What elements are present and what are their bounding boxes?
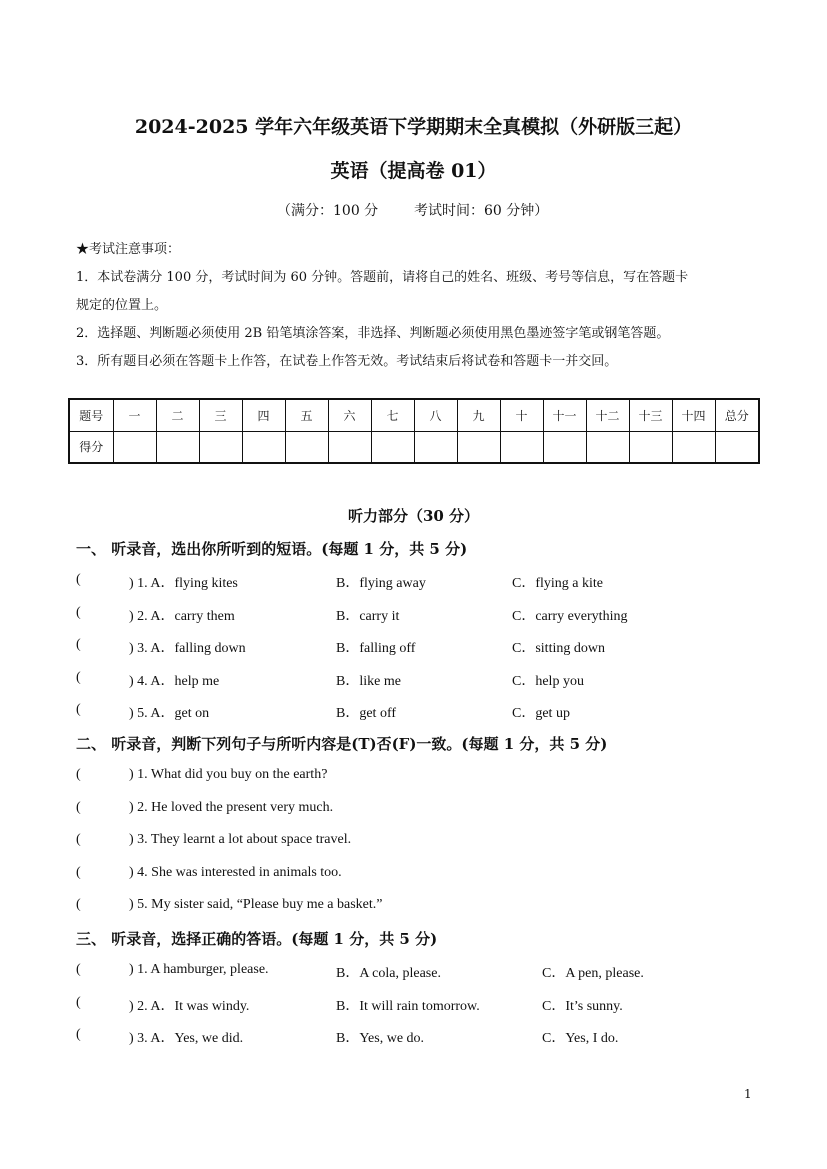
table-cell: 九 (457, 400, 500, 431)
answer-paren: ( (76, 1027, 81, 1042)
option-c: C．carry everything (512, 609, 628, 624)
note-item-2: 2．选择题、判断题必须使用 2B 铅笔填涂答案，非选择、判断题必须使用黑色墨迹签字笔或钢笔答题。 (76, 326, 670, 341)
table-cell: 十二 (586, 400, 629, 431)
answer-paren: ( (76, 865, 81, 880)
score-cell (715, 431, 758, 462)
table-cell: 总分 (715, 400, 758, 431)
option-a: ) 4. A．help me (129, 674, 220, 689)
table-cell: 十三 (629, 400, 672, 431)
score-cell (500, 431, 543, 462)
option-a: ) 2. A．carry them (129, 609, 235, 624)
full-score: （满分：100 分 (277, 203, 379, 219)
score-cell (457, 431, 500, 462)
answer-paren: ( (76, 637, 81, 652)
score-cell (543, 431, 586, 462)
option-a: ) 5. A．get on (129, 706, 210, 721)
option-c: C．A pen, please. (542, 966, 644, 981)
option-a: ) 3. A．falling down (129, 641, 246, 656)
answer-paren: ( (76, 572, 81, 587)
statement: ) 4. She was interested in animals too. (129, 865, 342, 880)
section-1-title: 一、 听录音，选出你所听到的短语。(每题 1 分，共 5 分) (76, 540, 468, 558)
option-c: C．Yes, I do. (542, 1031, 619, 1046)
option-b: B．get off (336, 706, 397, 721)
score-table-header-row (70, 400, 758, 431)
note-item-3: 3．所有题目必须在答题卡上作答，在试卷上作答无效。考试结束后将试卷和答题卡一并交回。 (76, 354, 618, 369)
score-cell (328, 431, 371, 462)
section-2-title: 二、 听录音，判断下列句子与所听内容是(T)否(F)一致。(每题 1 分，共 5 分) (76, 735, 608, 753)
score-cell (156, 431, 199, 462)
answer-paren: ( (76, 962, 81, 977)
option-c: C．It’s sunny. (542, 999, 623, 1014)
answer-paren: ( (76, 897, 81, 912)
notes-heading: ★考试注意事项： (76, 242, 181, 257)
option-a: ) 3. A．Yes, we did. (129, 1031, 244, 1046)
page-title: 2024-2025 学年六年级英语下学期期末全真模拟（外研版三起） (134, 116, 693, 138)
score-cell (242, 431, 285, 462)
statement: ) 1. What did you buy on the earth? (129, 767, 328, 782)
option-b: B．Yes, we do. (336, 1031, 425, 1046)
score-cell (586, 431, 629, 462)
option-b: B．carry it (336, 609, 400, 624)
score-table-score-row (70, 431, 758, 462)
table-cell: 八 (414, 400, 457, 431)
score-cell (113, 431, 156, 462)
option-a: ) 1. A．flying kites (129, 576, 238, 591)
option-b: B．It will rain tomorrow. (336, 999, 480, 1014)
option-b: B．like me (336, 674, 401, 689)
answer-paren: ( (76, 995, 81, 1010)
answer-paren: ( (76, 702, 81, 717)
note-item-1: 1．本试卷满分 100 分，考试时间为 60 分钟。答题前，请将自己的姓名、班级、考号等信息，写在答题卡 (76, 270, 689, 285)
table-cell: 得分 (70, 431, 113, 462)
score-cell (199, 431, 242, 462)
table-cell: 一 (113, 400, 156, 431)
table-cell: 十一 (543, 400, 586, 431)
table-cell: 二 (156, 400, 199, 431)
answer-paren: ( (76, 767, 81, 782)
statement: ) 2. He loved the present very much. (129, 800, 334, 815)
table-cell: 三 (199, 400, 242, 431)
table-cell: 六 (328, 400, 371, 431)
table-cell: 十 (500, 400, 543, 431)
score-cell (629, 431, 672, 462)
page-subtitle: 英语（提高卷 01） (330, 160, 497, 182)
score-table (68, 398, 760, 464)
answer-paren: ( (76, 670, 81, 685)
score-cell (414, 431, 457, 462)
section-3-title: 三、 听录音，选择正确的答语。(每题 1 分，共 5 分) (76, 930, 438, 948)
exam-time: 考试时间：60 分钟） (414, 203, 549, 219)
table-cell: 十四 (672, 400, 715, 431)
option-c: C．sitting down (512, 641, 605, 656)
table-cell: 五 (285, 400, 328, 431)
score-cell (672, 431, 715, 462)
statement: ) 5. My sister said, “Please buy me a basket.” (129, 897, 383, 912)
score-cell (371, 431, 414, 462)
answer-paren: ( (76, 832, 81, 847)
answer-paren: ( (76, 800, 81, 815)
option-c: C．flying a kite (512, 576, 603, 591)
note-item-1-cont: 规定的位置上。 (76, 298, 168, 313)
option-a: ) 2. A．It was windy. (129, 999, 250, 1014)
option-b: B．A cola, please. (336, 966, 441, 981)
table-cell: 题号 (70, 400, 113, 431)
statement: ) 3. They learnt a lot about space travel. (129, 832, 352, 847)
page-number: 1 (744, 1087, 752, 1101)
option-b: B．falling off (336, 641, 416, 656)
listening-heading: 听力部分（30 分） (347, 507, 480, 525)
table-cell: 七 (371, 400, 414, 431)
answer-paren: ( (76, 605, 81, 620)
table-cell: 四 (242, 400, 285, 431)
option-c: C．help you (512, 674, 584, 689)
option-a: ) 1. A hamburger, please. (129, 962, 269, 977)
option-b: B．flying away (336, 576, 426, 591)
score-cell (285, 431, 328, 462)
option-c: C．get up (512, 706, 570, 721)
